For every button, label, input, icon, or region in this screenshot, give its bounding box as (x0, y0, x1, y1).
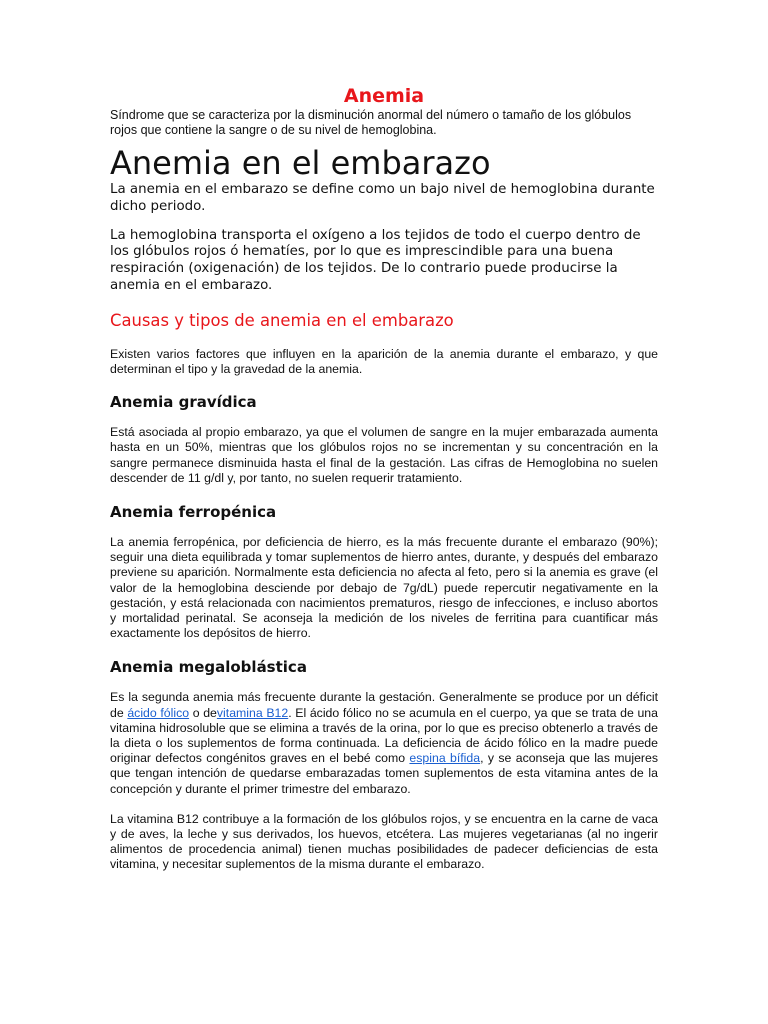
b12-paragraph: La vitamina B12 contribuye a la formación de los glóbulos rojos, y se encuentra en la carne de vaca y de aves, la leche y sus derivados, los huevos, etcétera. Las mujeres vegetarianas (al no ingerir alimentos de procedencia animal) tienen muchas posibilidades de padecer deficiencias de esta vitamina, y necesitar suplementos de la misma durante el embarazo. (110, 811, 658, 872)
intro-paragraph-2: La hemoglobina transporta el oxígeno a los tejidos de todo el cuerpo dentro de los glóbulos rojos ó hematíes, por lo que es imprescindible para una buena respiración (oxigenación) de los tejidos. De lo contrario puede producirse la anemia en el embarazo. (110, 227, 641, 293)
acido-folico-link[interactable]: ácido fólico (127, 705, 190, 720)
megaloblastica-paragraph (110, 690, 658, 796)
espina-bifida-link[interactable]: espina bífida (409, 751, 481, 766)
ferropenica-paragraph: La anemia ferropénica, por deficiencia de hierro, es la más frecuente durante el embarazo (90%); seguir una dieta equilibrada y tomar suplementos de hierro antes, durante, y después del embarazo previene su aparición. Normalmente esta deficiencia no afecta al feto, pero si la anemia es grave (el valor de la hemoglobina desciende por debajo de 7g/dL) puede repercutir negativamente en la gestación, y está relacionada con nacimientos prematuros, riesgo de infecciones, e incluso abortos y mortalidad perinatal. Se aconseja la medición de los niveles de ferritina para cuantificar más exactamente los depósitos de hierro. (110, 535, 658, 641)
mega-text-4: , y se aconseja que las mujeres que tengan intención de quedarse embarazadas tomen suplementos de esta vitamina antes de la concepción y durante el primer trimestre del embarazo. (110, 751, 658, 796)
mega-text-1: Es la segunda anemia más frecuente durante la gestación. Generalmente se produce por un déficit de (110, 690, 658, 720)
mega-text-3: . El ácido fólico no se acumula en el cuerpo, ya que se trata de una vitamina hidrosoluble que se elimina a través de la orina, por lo que es preciso obtenerlo a través de la dieta o los suplementos de forma continuada. La deficiencia de ácido fólico en la madre puede originar defectos congénitos graves en el bebé como (110, 705, 658, 766)
ferropenica-heading: Anemia ferropénica (110, 503, 277, 521)
causes-heading: Causas y tipos de anemia en el embarazo (110, 310, 454, 330)
vitamina-b12-link[interactable]: vitamina B12 (216, 705, 289, 720)
causes-paragraph: Existen varios factores que influyen en la aparición de la anemia durante el embarazo, y que determinan el tipo y la gravedad de la anemia. (110, 346, 658, 376)
gravidica-paragraph: Está asociada al propio embarazo, ya que el volumen de sangre en la mujer embarazada aumenta hasta en un 50%, mientras que los glóbulos rojos no se incrementan y su concentración en la sangre permanece disminuida hasta el final de la gestación. Las cifras de Hemoglobina no suelen descender de 11 g/dl y, por tanto, no suelen requerir tratamiento. (110, 425, 658, 485)
main-heading: Anemia en el embarazo (110, 144, 491, 182)
definition-paragraph: Síndrome que se caracteriza por la disminución anormal del número o tamaño de los glóbulos rojos que contiene la sangre o de su nivel de hemoglobina. (110, 108, 632, 137)
intro-paragraph-1: La anemia en el embarazo se define como un bajo nivel de hemoglobina durante dicho periodo. (110, 182, 655, 214)
megaloblastica-heading: Anemia megaloblástica (110, 658, 307, 677)
document-body (110, 84, 658, 873)
doc-title: Anemia (343, 85, 425, 107)
mega-text-2: o de (189, 705, 217, 720)
gravidica-heading: Anemia gravídica (110, 393, 257, 412)
